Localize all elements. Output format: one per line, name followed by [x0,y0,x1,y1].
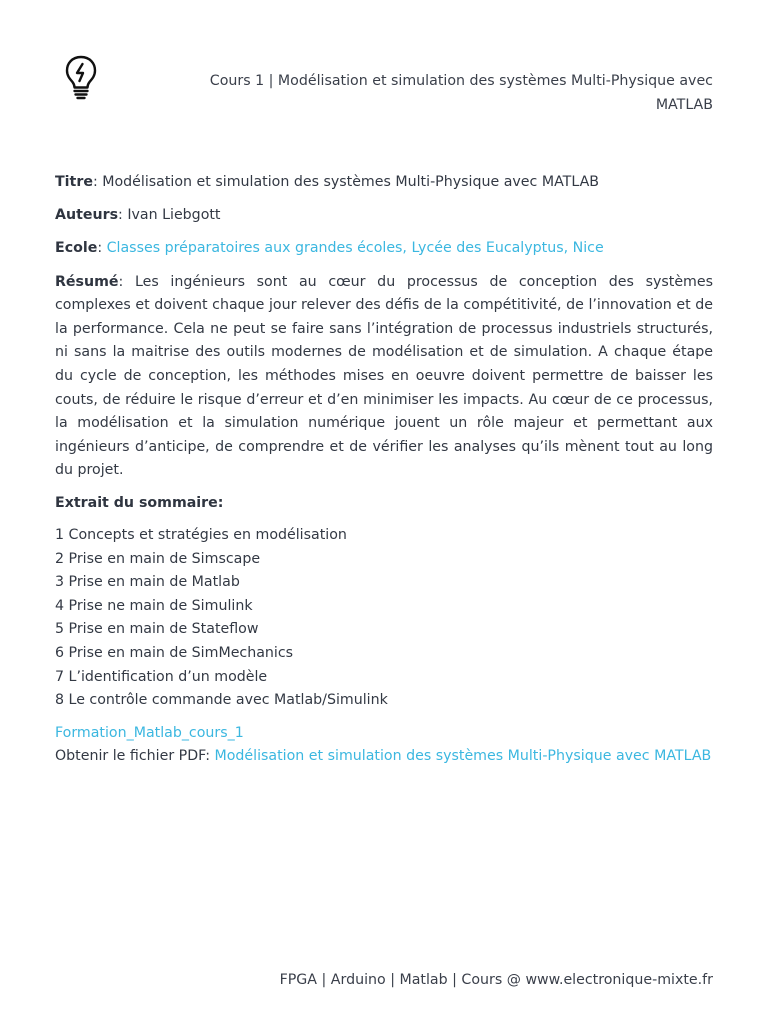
toc-item: 6 Prise en main de SimMechanics [55,645,294,662]
school-link[interactable]: Classes préparatoires aux grandes écoles, Lycée des Eucalyptus, Nice [106,240,604,257]
meta-school-key: Ecole [55,240,98,257]
course-link-line [55,722,713,746]
summary-sep: : [118,273,135,290]
toc-item: 5 Prise en main de Stateflow [55,621,259,638]
meta-title [55,171,713,195]
toc-item: 1 Concepts et stratégies en modélisation [55,527,347,544]
lightbulb-bolt-icon [64,54,98,100]
summary-text: Les ingénieurs sont au cœur du processus de conception des systèmes complexes et doivent chaque jour relever des défis de la compétitivité, de l’innovation et de la performance. Cela ne peut se faire sans l’intégration de processus industriels structurés, ni sans la maitrise des outils modernes de modélisation et de simulation. A chaque étape du cycle de conception, les méthodes mises en oeuvre doivent permettre de baisser les couts, de réduire le risque d’erreur et d’en minimiser les impacts. Au cœur de ce processus, la modélisation et la simulation numérique jouent un rôle majeur et permettant aux ingénieurs d’anticipe, de comprendre et de vérifier les analyses qu’ils mènent tout au long du projet. [55,273,713,479]
meta-school [55,237,713,261]
meta-authors-key: Auteurs [55,207,119,224]
toc-item: 4 Prise ne main de Simulink [55,597,253,614]
toc-item: 2 Prise en main de Simscape [55,550,261,567]
course-link[interactable]: Formation_Matlab_cours_1 [55,724,244,741]
meta-title-key: Titre [55,174,93,190]
meta-authors-value: Ivan Liebgott [127,207,221,224]
summary-key: Résumé [55,273,119,290]
toc-item: 3 Prise en main de Matlab [55,574,240,591]
summary-paragraph [55,271,713,483]
toc-item: 7 L’identification d’un modèle [55,668,268,685]
meta-authors [55,204,713,228]
page-header-title: Cours 1 | Modélisation et simulation des systèmes Multi-Physique avec MATLAB [209,73,713,113]
toc-item: 8 Le contrôle commande avec Matlab/Simulink [55,692,388,709]
main-content [55,171,713,769]
meta-title-value: Modélisation et simulation des systèmes Multi-Physique avec MATLAB [102,174,600,190]
toc-heading: Extrait du sommaire: [55,494,224,511]
page-footer: FPGA | Arduino | Matlab | Cours @ www.electronique-mixte.fr [279,972,713,988]
meta-authors-sep: : [118,207,128,224]
pdf-link[interactable]: Modélisation et simulation des systèmes Multi-Physique avec MATLAB [214,748,712,765]
pdf-label: Obtenir le fichier PDF: [55,748,215,765]
meta-school-sep: : [97,240,107,257]
pdf-line [55,745,713,769]
toc-list [55,524,713,713]
meta-title-sep: : [92,174,103,190]
